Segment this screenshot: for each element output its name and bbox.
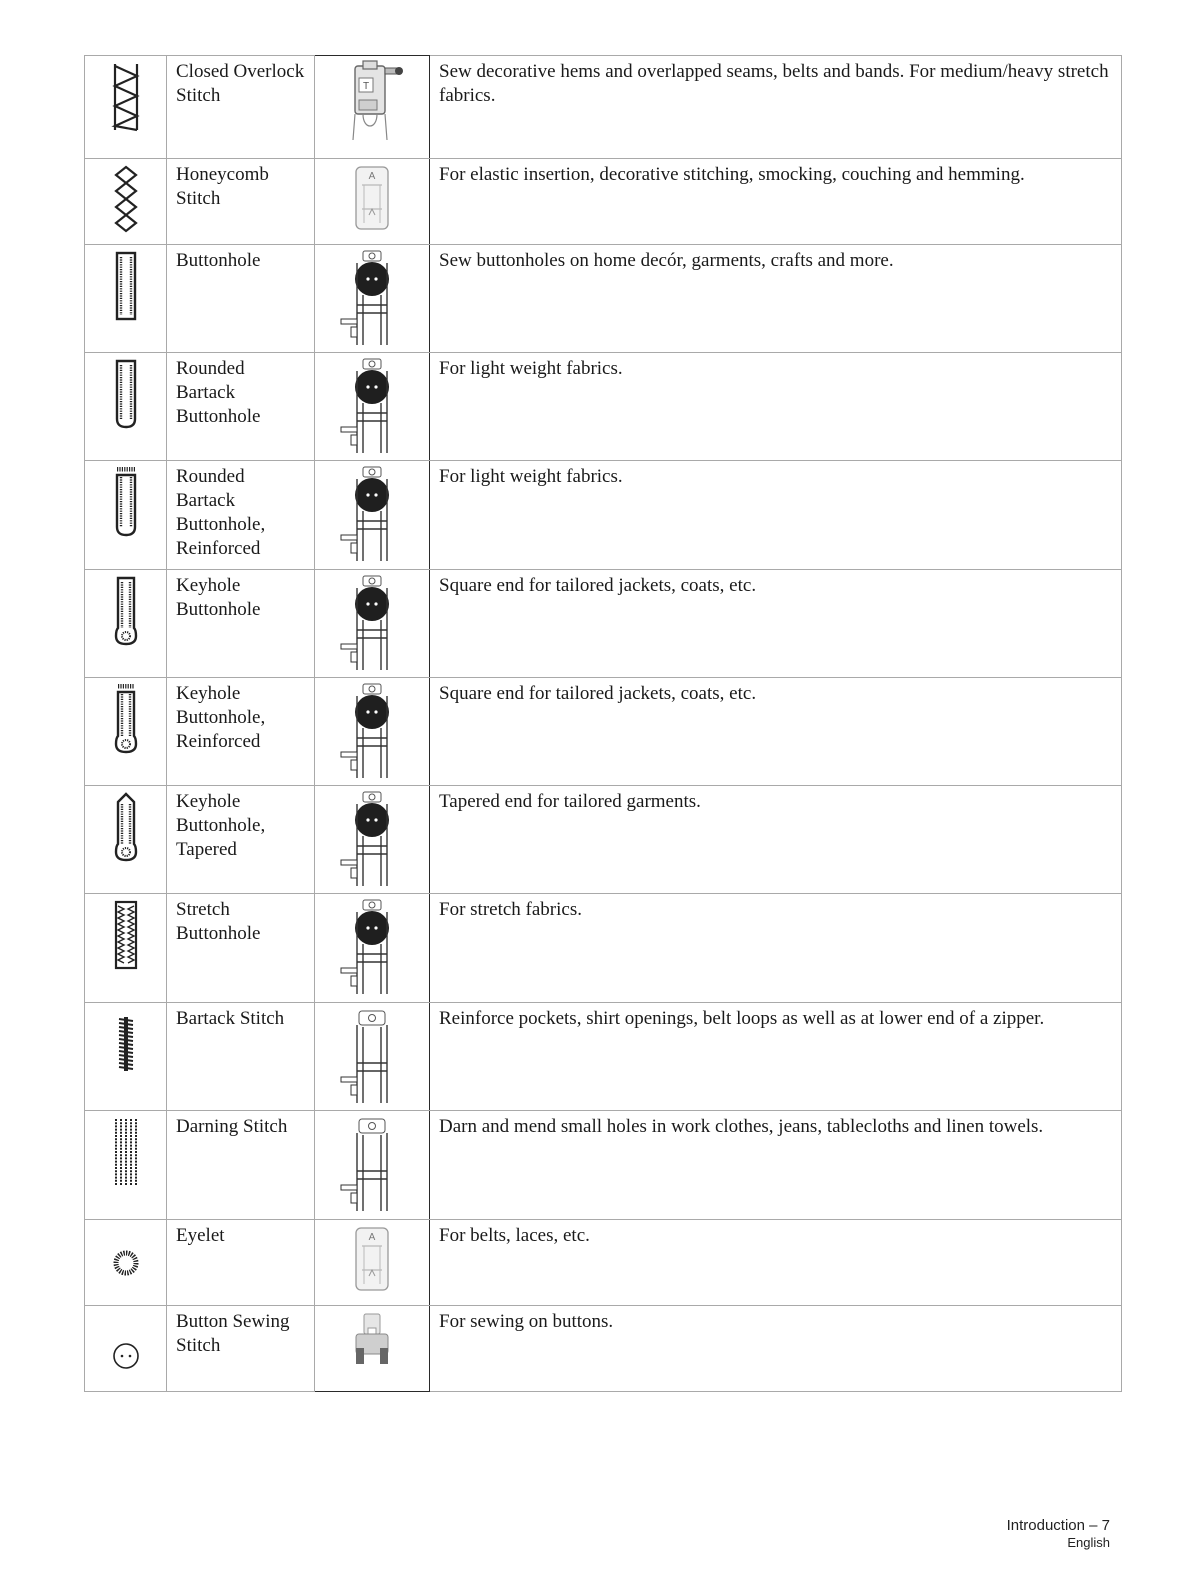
presser-foot-a-icon: [350, 1224, 394, 1294]
stitch-description: For sewing on buttons.: [430, 1306, 1122, 1392]
buttonhole-foot-icon: [337, 357, 407, 455]
darning-stitch-icon: [113, 1117, 139, 1187]
stitch-name: Darning Stitch: [167, 1111, 315, 1220]
button-foot-icon: [350, 1310, 394, 1368]
stitch-icon-cell: [85, 786, 167, 894]
page-number: Introduction – 7: [1006, 1517, 1110, 1534]
table-row: [85, 1220, 1122, 1306]
buttonhole-foot-icon: [337, 682, 407, 780]
presser-foot-cell: [315, 894, 430, 1003]
buttonhole-foot-icon: [337, 574, 407, 672]
stitch-name: Eyelet: [167, 1220, 315, 1306]
buttonhole-foot-empty-icon: [337, 1115, 407, 1213]
presser-foot-cell: [315, 786, 430, 894]
stitch-name: Keyhole Buttonhole, Tapered: [167, 786, 315, 894]
stitch-name: Bartack Stitch: [167, 1003, 315, 1111]
stitch-description: For light weight fabrics.: [430, 353, 1122, 461]
stitch-description: For belts, laces, etc.: [430, 1220, 1122, 1306]
presser-foot-cell: [315, 1003, 430, 1111]
presser-foot-cell: [315, 1306, 430, 1392]
stitch-name: Honeycomb Stitch: [167, 159, 315, 245]
stitch-name: Keyhole Buttonhole: [167, 570, 315, 678]
stitch-icon-cell: [85, 570, 167, 678]
stitch-icon-cell: [85, 159, 167, 245]
buttonhole-foot-empty-icon: [337, 1007, 407, 1105]
stitch-icon-cell: [85, 1111, 167, 1220]
stitch-description: Tapered end for tailored garments.: [430, 786, 1122, 894]
eyelet-stitch-icon: [112, 1249, 140, 1277]
page-footer: [1007, 1517, 1110, 1551]
stitch-icon-cell: [85, 678, 167, 786]
table-row: [85, 159, 1122, 245]
stitch-name: Closed Overlock Stitch: [167, 56, 315, 159]
buttonhole-foot-icon: [337, 465, 407, 563]
rounded-bartack-buttonhole-reinforced-icon: [115, 467, 137, 537]
svg-text:T: T: [362, 81, 370, 92]
stitch-description: For light weight fabrics.: [430, 461, 1122, 570]
presser-foot-a-icon: [350, 163, 394, 233]
keyhole-buttonhole-reinforced-icon: [114, 684, 138, 754]
table-row: [85, 1111, 1122, 1220]
stitch-name: Buttonhole: [167, 245, 315, 353]
table-row: [85, 570, 1122, 678]
svg-text:A: A: [368, 171, 376, 182]
bartack-stitch-icon: [115, 1009, 137, 1079]
table-row: [85, 56, 1122, 159]
stitch-icon-cell: [85, 353, 167, 461]
table-row: [85, 894, 1122, 1003]
buttonhole-foot-icon: [337, 790, 407, 888]
table-row: [85, 786, 1122, 894]
stitch-description: For stretch fabrics.: [430, 894, 1122, 1003]
stitch-icon-cell: [85, 894, 167, 1003]
stitch-icon-cell: [85, 56, 167, 159]
honeycomb-stitch-icon: [112, 165, 140, 233]
stitch-icon-cell: [85, 245, 167, 353]
closed-overlock-stitch-icon: [111, 62, 141, 132]
presser-foot-cell: [315, 159, 430, 245]
svg-text:A: A: [368, 1232, 376, 1243]
presser-foot-cell: [315, 1111, 430, 1220]
presser-foot-cell: [315, 353, 430, 461]
buttonhole-foot-icon: [337, 898, 407, 996]
stitch-name: Button Sewing Stitch: [167, 1306, 315, 1392]
presser-foot-cell: [315, 56, 430, 159]
table-row: [85, 245, 1122, 353]
table-row: [85, 461, 1122, 570]
stitch-name: Stretch Buttonhole: [167, 894, 315, 1003]
presser-foot-cell: [315, 570, 430, 678]
buttonhole-foot-icon: [337, 249, 407, 347]
stitch-icon-cell: [85, 1220, 167, 1306]
stitch-description: Sew buttonholes on home decór, garments, crafts and more.: [430, 245, 1122, 353]
presser-foot-cell: [315, 1220, 430, 1306]
stitch-description: Reinforce pockets, shirt openings, belt loops as well as at lower end of a zipper.: [430, 1003, 1122, 1111]
presser-foot-cell: [315, 245, 430, 353]
buttonhole-stitch-icon: [115, 251, 137, 321]
language-label: English: [1067, 1535, 1110, 1550]
keyhole-buttonhole-tapered-icon: [114, 792, 138, 862]
presser-foot-cell: [315, 678, 430, 786]
stitch-icon-cell: [85, 461, 167, 570]
stitch-icon-cell: [85, 1306, 167, 1392]
stitch-description: Darn and mend small holes in work clothes, jeans, tablecloths and linen towels.: [430, 1111, 1122, 1220]
stretch-buttonhole-icon: [114, 900, 138, 970]
stitch-description: Square end for tailored jackets, coats, etc.: [430, 570, 1122, 678]
presser-foot-cell: [315, 461, 430, 570]
table-row: [85, 678, 1122, 786]
rounded-bartack-buttonhole-icon: [115, 359, 137, 429]
stitch-description: Square end for tailored jackets, coats, etc.: [430, 678, 1122, 786]
stitch-icon-cell: [85, 1003, 167, 1111]
table-row: [85, 1003, 1122, 1111]
table-row: [85, 353, 1122, 461]
keyhole-buttonhole-icon: [114, 576, 138, 646]
stitch-name: Rounded Bartack Buttonhole, Reinforced: [167, 461, 315, 570]
table-row: [85, 1306, 1122, 1392]
stitch-table: [84, 55, 1122, 1392]
button-sewing-stitch-icon: [111, 1341, 141, 1371]
presser-foot-t-icon: [337, 60, 407, 148]
stitch-description: Sew decorative hems and overlapped seams, belts and bands. For medium/heavy stretch fabrics.: [430, 56, 1122, 159]
stitch-description: For elastic insertion, decorative stitching, smocking, couching and hemming.: [430, 159, 1122, 245]
stitch-name: Keyhole Buttonhole, Reinforced: [167, 678, 315, 786]
stitch-name: Rounded Bartack Buttonhole: [167, 353, 315, 461]
